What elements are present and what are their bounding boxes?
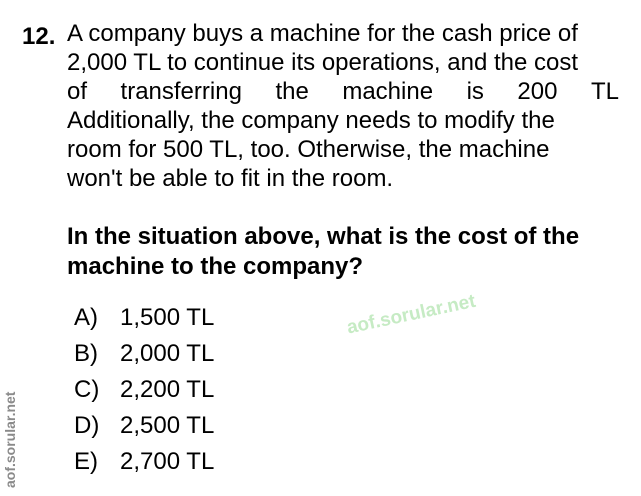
question-prompt [67, 222, 619, 282]
prompt-line: machine to the company? [67, 253, 364, 280]
question-number: 12. [22, 23, 56, 50]
option-letter: C) [74, 376, 100, 403]
stem-line: 2,000 TL to continue its operations, and the cost [67, 49, 579, 76]
question-stem [67, 19, 619, 193]
stem-line [67, 77, 619, 106]
side-watermark: aof.sorular.net [2, 391, 18, 488]
stem-word: machine [342, 78, 434, 105]
stem-line: won't be able to fit in the room. [67, 165, 394, 192]
stem-word: of [67, 78, 88, 105]
option-letter: B) [74, 340, 98, 367]
stem-line: room for 500 TL, too. Otherwise, the machine [67, 136, 550, 163]
option-d[interactable] [74, 408, 214, 444]
option-letter: D) [74, 412, 100, 439]
stem-line: Additionally, the company needs to modify the [67, 107, 555, 134]
option-letter: A) [74, 304, 98, 331]
option-letter: E) [74, 448, 98, 475]
answer-options [74, 300, 214, 480]
option-text: 2,500 TL [120, 412, 215, 439]
option-a[interactable] [74, 300, 214, 336]
stem-word: the [275, 78, 309, 105]
option-text: 2,000 TL [120, 340, 215, 367]
stem-word: transferring [120, 78, 242, 105]
option-text: 2,700 TL [120, 448, 215, 475]
option-b[interactable] [74, 336, 214, 372]
stem-word: is [466, 78, 484, 105]
stem-word: TL [590, 78, 619, 105]
stem-line: A company buys a machine for the cash price of [67, 20, 578, 47]
option-e[interactable] [74, 444, 214, 480]
watermark: aof.sorular.net [345, 290, 478, 339]
option-c[interactable] [74, 372, 214, 408]
stem-word: 200 [517, 78, 558, 105]
option-text: 1,500 TL [120, 304, 215, 331]
prompt-line: In the situation above, what is the cost of the [67, 223, 580, 250]
option-text: 2,200 TL [120, 376, 215, 403]
